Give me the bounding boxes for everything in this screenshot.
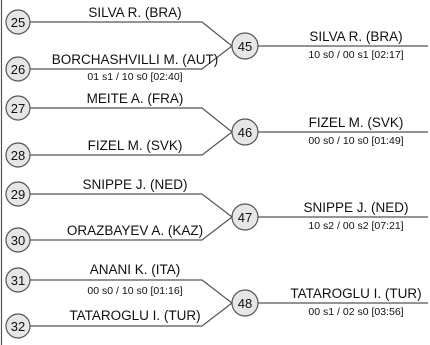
winner-score: 10 s0 / 00 s1 [02:17] <box>308 49 404 61</box>
winner-score: 00 s1 / 02 s0 [03:56] <box>308 306 404 318</box>
athlete-name: SNIPPE J. (NED) <box>82 177 188 192</box>
match-47 <box>6 177 428 252</box>
match-number: 48 <box>237 296 253 311</box>
seed-number: 28 <box>10 148 26 163</box>
seed-number: 26 <box>10 62 26 77</box>
athlete-name: ANANI K. (ITA) <box>89 262 181 277</box>
seed-number: 30 <box>10 233 26 248</box>
winner-name: TATAROGLU I. (TUR) <box>290 286 422 301</box>
winner-name: SILVA R. (BRA) <box>309 29 403 44</box>
winner-score: 10 s2 / 00 s2 [07:21] <box>308 220 404 232</box>
athlete-name: SILVA R. (BRA) <box>88 5 182 20</box>
match-46 <box>6 91 428 167</box>
seed-number: 32 <box>10 319 26 334</box>
athlete-name: ORAZBAYEV A. (KAZ) <box>66 223 204 238</box>
seed-number: 29 <box>10 187 26 202</box>
seed-number: 27 <box>10 101 26 116</box>
match-score: 00 s0 / 10 s0 [01:16] <box>87 285 183 297</box>
winner-name: FIZEL M. (SVK) <box>308 115 404 130</box>
winner-name: SNIPPE J. (NED) <box>303 200 409 215</box>
winner-score: 00 s0 / 10 s0 [01:49] <box>308 135 404 147</box>
match-score: 01 s1 / 10 s0 [02:40] <box>87 71 183 83</box>
athlete-name: FIZEL M. (SVK) <box>87 138 183 153</box>
athlete-name: TATAROGLU I. (TUR) <box>69 308 201 323</box>
match-number: 46 <box>237 125 253 140</box>
match-48 <box>6 262 428 338</box>
seed-number: 25 <box>10 15 26 30</box>
seed-number: 31 <box>10 273 26 288</box>
athlete-name: BORCHASHVILLI M. (AUT) <box>51 52 219 67</box>
match-45 <box>6 5 428 83</box>
athlete-name: MEITE A. (FRA) <box>86 91 184 106</box>
match-number: 45 <box>237 39 253 54</box>
match-number: 47 <box>237 210 253 225</box>
